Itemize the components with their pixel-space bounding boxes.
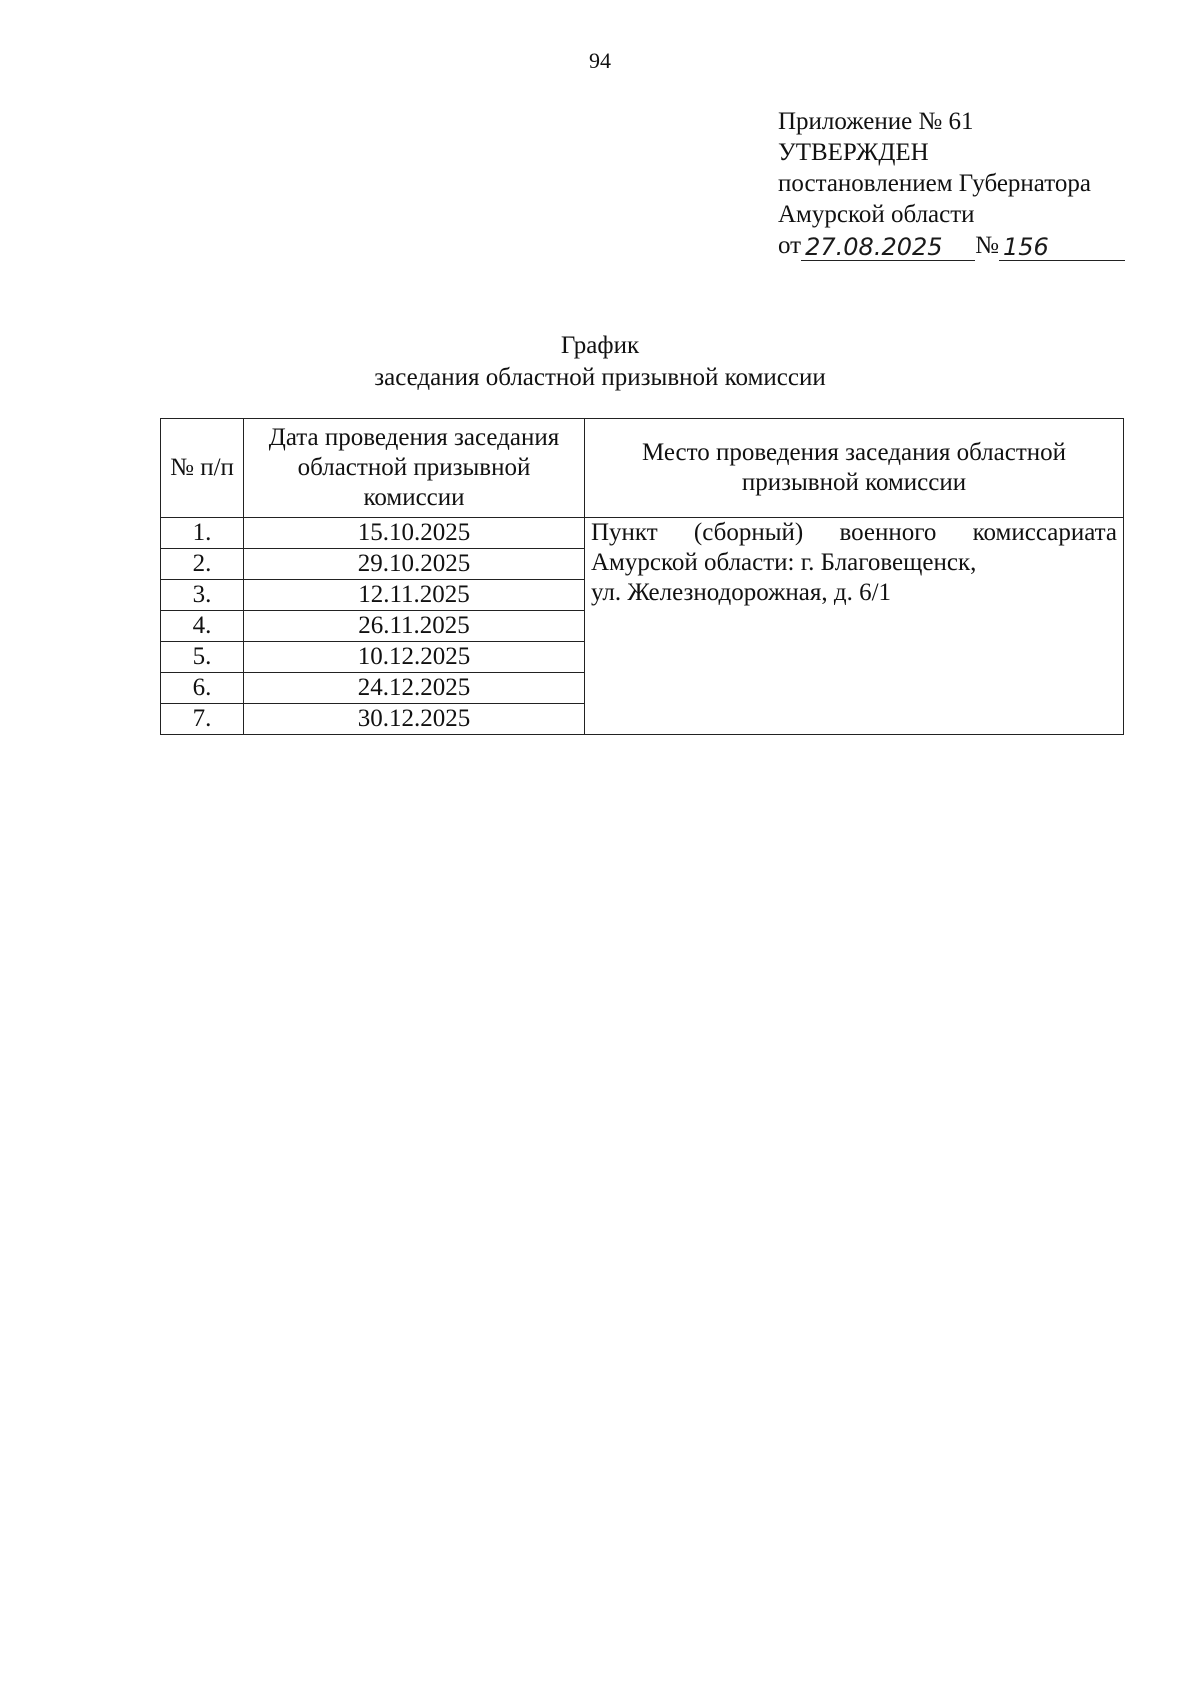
place-cell	[585, 518, 1124, 735]
decree-label: постановлением Губернатора	[778, 170, 1091, 197]
row-num: 5.	[161, 642, 244, 673]
table-row	[161, 518, 1124, 549]
row-num: 2.	[161, 549, 244, 580]
row-num: 7.	[161, 704, 244, 735]
row-num: 1.	[161, 518, 244, 549]
handwritten-number: 156	[999, 234, 1125, 261]
place-line-3: ул. Железнодорожная, д. 6/1	[591, 579, 892, 606]
row-date: 30.12.2025	[244, 704, 585, 735]
place-line-1: Пункт (сборный) военного комиссариата	[591, 519, 1117, 546]
row-num: 4.	[161, 611, 244, 642]
title-line-2: заседания областной призывной комиссии	[374, 364, 826, 391]
row-date: 12.11.2025	[244, 580, 585, 611]
region-label: Амурской области	[778, 201, 975, 228]
decree-date-row	[778, 230, 1138, 261]
approved-label: УТВЕРЖДЕН	[778, 139, 929, 166]
title-line-1: График	[560, 332, 640, 359]
number-prefix: №	[975, 232, 999, 259]
date-prefix: от	[778, 232, 802, 259]
page-number: 94	[589, 48, 611, 73]
header-num: № п/п	[161, 419, 244, 518]
handwritten-date: 27.08.2025	[801, 234, 975, 261]
row-date: 15.10.2025	[244, 518, 585, 549]
header-place: Место проведения заседания областной призывной комиссии	[585, 419, 1124, 518]
row-num: 3.	[161, 580, 244, 611]
row-date: 24.12.2025	[244, 673, 585, 704]
row-num: 6.	[161, 673, 244, 704]
row-date: 10.12.2025	[244, 642, 585, 673]
document-title	[0, 330, 1200, 394]
schedule-table	[160, 418, 1124, 735]
place-line-2: Амурской области: г. Благовещенск,	[591, 549, 977, 576]
row-date: 29.10.2025	[244, 549, 585, 580]
appendix-label: Приложение № 61	[778, 108, 974, 135]
approval-block	[778, 106, 1138, 261]
header-date: Дата проведения заседания областной призывной комиссии	[244, 419, 585, 518]
table-header-row	[161, 419, 1124, 518]
row-date: 26.11.2025	[244, 611, 585, 642]
